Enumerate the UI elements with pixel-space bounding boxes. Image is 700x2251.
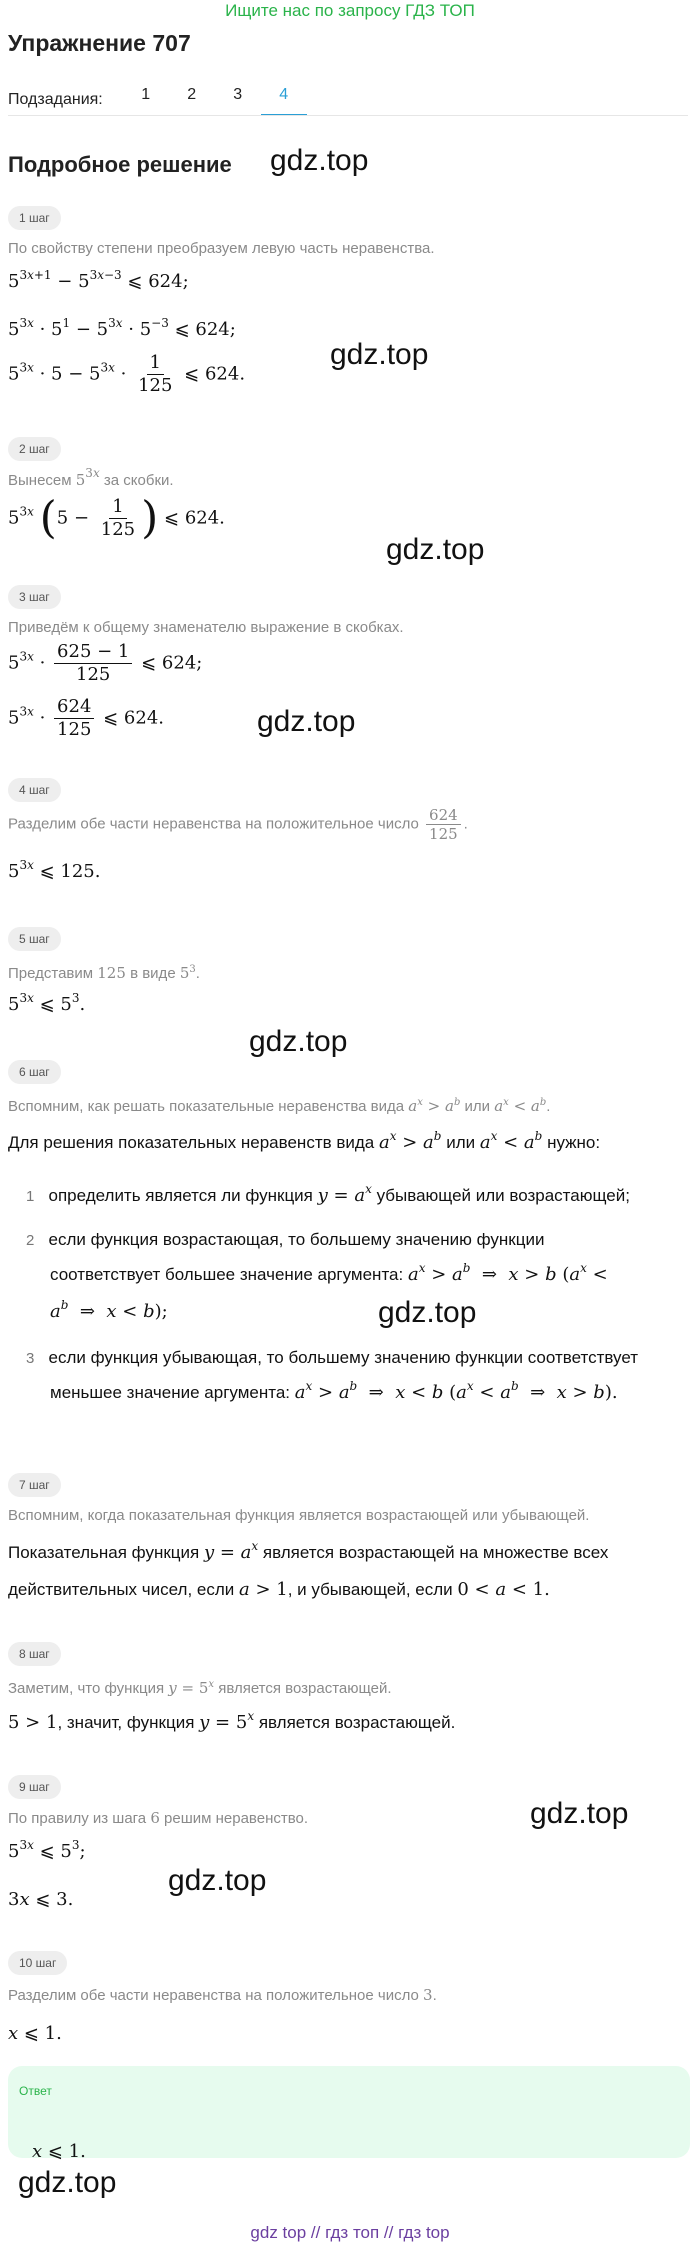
step-text: Вспомним, когда показательная функция является возрастающей или убывающей. [8, 1507, 590, 1524]
tabs-divider [8, 115, 688, 116]
step-badge: 9 шаг [8, 1775, 61, 1799]
watermark: gdz.top [530, 1797, 629, 1830]
watermark: gdz.top [18, 2166, 117, 2199]
watermark: gdz.top [257, 705, 356, 738]
step-text: Приведём к общему знаменателю выражение в скобках. [8, 619, 404, 636]
step-statement: Показательная функция $y = a^x$ является возрастающей на множестве всех [8, 1539, 609, 1563]
footer-links[interactable]: gdz top // гдз топ // гдз top [250, 2223, 450, 2242]
answer-badge: Ответ [8, 2079, 63, 2103]
tab-2[interactable]: 2 [187, 86, 197, 103]
step-badge: 6 шаг [8, 1060, 61, 1084]
step-badge: 7 шаг [8, 1473, 61, 1497]
answer-formula: x ⩽ 1. [32, 2141, 86, 2162]
watermark: gdz.top [168, 1864, 267, 1897]
page-title: Упражнение 707 [8, 30, 191, 56]
step-text: По правилу из шага 6 решим неравенство. [8, 1809, 309, 1827]
formula: 3x ⩽ 3. [8, 1889, 74, 1910]
step-text: Разделим обе части неравенства на положительное число $\frac{624}{125}$ . [8, 806, 468, 843]
tab-3[interactable]: 3 [233, 86, 243, 103]
list-item: 2 если функция возрастающая, то большему значению функции [26, 1230, 545, 1249]
watermark: gdz.top [378, 1296, 477, 1329]
formula: $5^{3x}$ (5 − $\frac{1}{125}$ ) ⩽ 624. [8, 492, 225, 544]
step-text: Разделим обе части неравенства на положительное число 3. [8, 1986, 437, 2004]
tab-4[interactable]: 4 [261, 84, 307, 116]
watermark: gdz.top [386, 533, 485, 566]
watermark: gdz.top [270, 144, 369, 177]
step-text: Вынесем $5^{3x}$ за скобки. [8, 466, 174, 489]
subtasks-label: Подзадания: [8, 91, 103, 108]
step-statement: 5 > 1, значит, функция $y = 5^x$ является возрастающей. [8, 1709, 456, 1733]
formula: $5^{3x}$ · $\frac{624}{125}$ ⩽ 624. [8, 696, 165, 740]
search-banner[interactable]: Ищите нас по запросу ГДЗ ТОП [225, 1, 475, 20]
step-text: По свойству степени преобразуем левую часть неравенства. [8, 240, 435, 257]
subtasks-tabs [8, 84, 307, 116]
list-item: 3 если функция убывающая, то большему значению функции соответствует [26, 1348, 639, 1367]
formula: $5^{3x} \cdot 5 - 5^{3x}$ · $\frac{1}{125}$ ⩽ 624. [8, 352, 246, 396]
step-text: Представим 125 в виде $5^3$. [8, 964, 200, 982]
section-title: Подробное решение [8, 152, 232, 177]
formula: $5^{3x}$ · $\frac{625 - 1}{125}$ ⩽ 624; [8, 641, 203, 685]
answer-box [8, 2066, 690, 2158]
step-badge: 1 шаг [8, 206, 61, 230]
step-text: Вспомним, как решать показательные неравенства вида $a^x > a^b$ или $a^x < a^b$. [8, 1097, 551, 1115]
step-badge: 3 шаг [8, 585, 61, 609]
step-badge: 8 шаг [8, 1642, 61, 1666]
formula: $5^{3x}$ ⩽ $5^3$. [8, 991, 86, 1015]
step-badge: 10 шаг [8, 1951, 67, 1975]
formula: $5^{3x}$ ⩽ $5^3$; [8, 1838, 86, 1862]
formula: x ⩽ 1. [8, 2023, 62, 2044]
formula: $5^{3x}$ ⩽ 125. [8, 858, 101, 882]
list-item-cont: соответствует большее значение аргумента: $a^x > a^b$ ⇒ x > b ($a^x$ < [50, 1261, 608, 1285]
step-statement: действительных чисел, если a > 1, и убывающей, если 0 < a < 1. [8, 1579, 550, 1600]
tab-1[interactable]: 1 [141, 86, 151, 103]
list-item: 1 определить является ли функция $y = a^x$ убывающей или возрастающей; [26, 1182, 630, 1206]
step-badge: 2 шаг [8, 437, 61, 461]
watermark: gdz.top [249, 1025, 348, 1058]
step-badge: 4 шаг [8, 778, 61, 802]
list-item-cont: меньшее значение аргумента: $a^x > a^b$ ⇒ x < b ($a^x < a^b$ ⇒ x > b). [50, 1379, 618, 1403]
step-badge: 5 шаг [8, 927, 61, 951]
formula: $5^{3x} \cdot 5^1 - 5^{3x} \cdot 5^{-3}$ ⩽ 624; [8, 316, 236, 340]
rule-intro: Для решения показательных неравенств вида $a^x > a^b$ или $a^x < a^b$ нужно: [8, 1129, 601, 1153]
step-text: Заметим, что функция $y = 5^x$ является возрастающей. [8, 1679, 392, 1697]
formula: $5^{3x+1} - 5^{3x-3}$ ⩽ 624; [8, 268, 189, 292]
list-item-cont: $a^b$ ⇒ x < b); [50, 1298, 168, 1322]
watermark: gdz.top [330, 338, 429, 371]
